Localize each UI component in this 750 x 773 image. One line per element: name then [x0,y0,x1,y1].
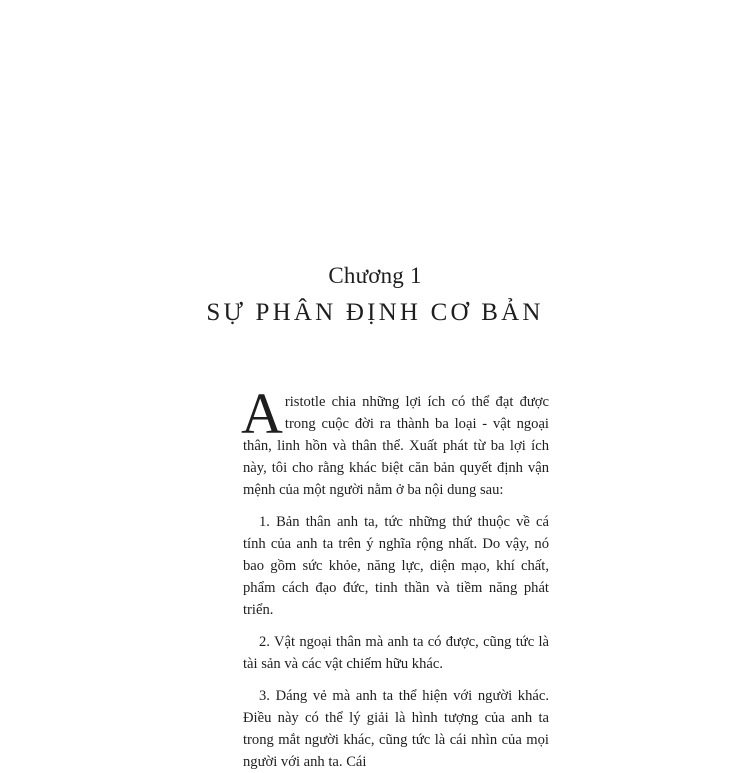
list-item-3: 3. Dáng vẻ mà anh ta thể hiện với người khác. Điều này có thể lý giải là hình tượng của anh ta trong mắt người khác, cũng tức là cái nhìn của mọi người với anh ta. Cái [243,688,549,770]
chapter-body [241,381,549,773]
list-item-2: 2. Vật ngoại thân mà anh ta có được, cũng tức là tài sản và các vật chiếm hữu khác. [243,634,549,672]
list-item-1: 1. Bản thân anh ta, tức những thứ thuộc về cá tính của anh ta trên ý nghĩa rộng nhất. Do vậy, nó bao gồm sức khỏe, năng lực, diện mạo, khí chất, phẩm cách đạo đức, tinh thần và tiềm năng phát triển. [243,514,549,618]
drop-cap: A [241,381,283,446]
chapter-number: Chương 1 [328,263,422,288]
opening-paragraph [241,381,549,501]
chapter-title: SỰ PHÂN ĐỊNH CƠ BẢN [206,299,544,326]
opening-paragraph-text: ristotle chia những lợi ích có thể đạt được trong cuộc đời ra thành ba loại - vật ngoại thân, linh hồn và thân thể. Xuất phát từ ba lợi ích này, tôi cho rằng khác biệt căn bản quyết định vận mệnh của một người nằm ở ba nội dung sau: [243,394,549,498]
